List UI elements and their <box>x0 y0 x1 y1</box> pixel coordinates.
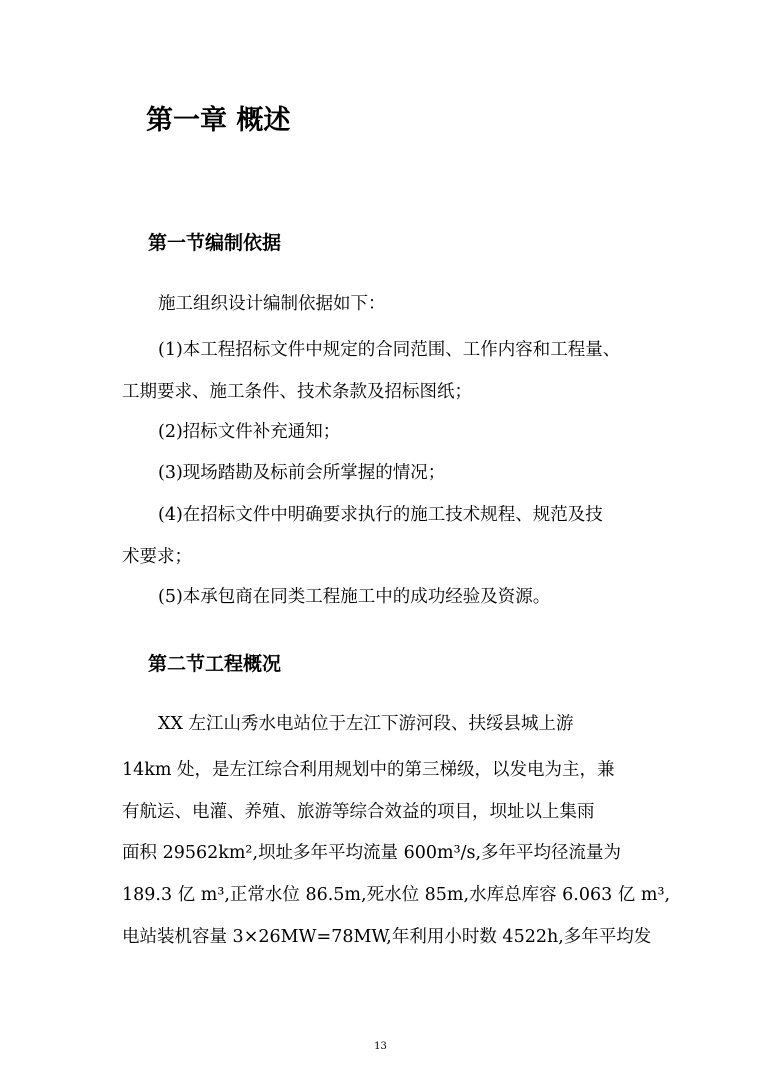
paragraph-line: (5)本承包商在同类工程施工中的成功经验及资源。 <box>158 587 551 607</box>
paragraph-line: (3)现场踏勘及标前会所掌握的情况； <box>158 463 446 483</box>
paragraph-line: XX 左江山秀水电站位于左江下游河段、扶绥县城上游 <box>158 714 574 734</box>
paragraph-line: 189.3 亿 m³,正常水位 86.5m,死水位 85m,水库总库容 6.063 亿 m³, <box>122 885 671 905</box>
paragraph-line: 施工组织设计编制依据如下： <box>158 294 386 314</box>
paragraph-line: (2)招标文件补充通知； <box>158 422 341 442</box>
paragraph-line: 术要求； <box>122 547 192 567</box>
paragraph-line: 工期要求、施工条件、技术条款及招标图纸； <box>122 382 472 402</box>
section-title-basis: 第一节编制依据 <box>148 232 282 254</box>
chapter-title: 第一章 概述 <box>146 105 291 136</box>
paragraph-line: 面积 29562km²,坝址多年平均流量 600m³/s,多年平均径流量为 <box>122 843 622 863</box>
paragraph-line: 电站装机容量 3×26MW=78MW,年利用小时数 4522h,多年平均发 <box>122 927 652 947</box>
page-number: 13 <box>374 1041 387 1052</box>
paragraph-line: 14km 处，是左江综合利用规划中的第三梯级，以发电为主，兼 <box>122 760 615 780</box>
section-title-overview: 第二节工程概况 <box>148 653 282 675</box>
paragraph-line: (1)本工程招标文件中规定的合同范围、工作内容和工程量、 <box>158 340 621 360</box>
paragraph-line: 有航运、电灌、养殖、旅游等综合效益的项目，坝址以上集雨 <box>122 802 595 822</box>
paragraph-line: (4)在招标文件中明确要求执行的施工技术规程、规范及技 <box>158 505 603 525</box>
